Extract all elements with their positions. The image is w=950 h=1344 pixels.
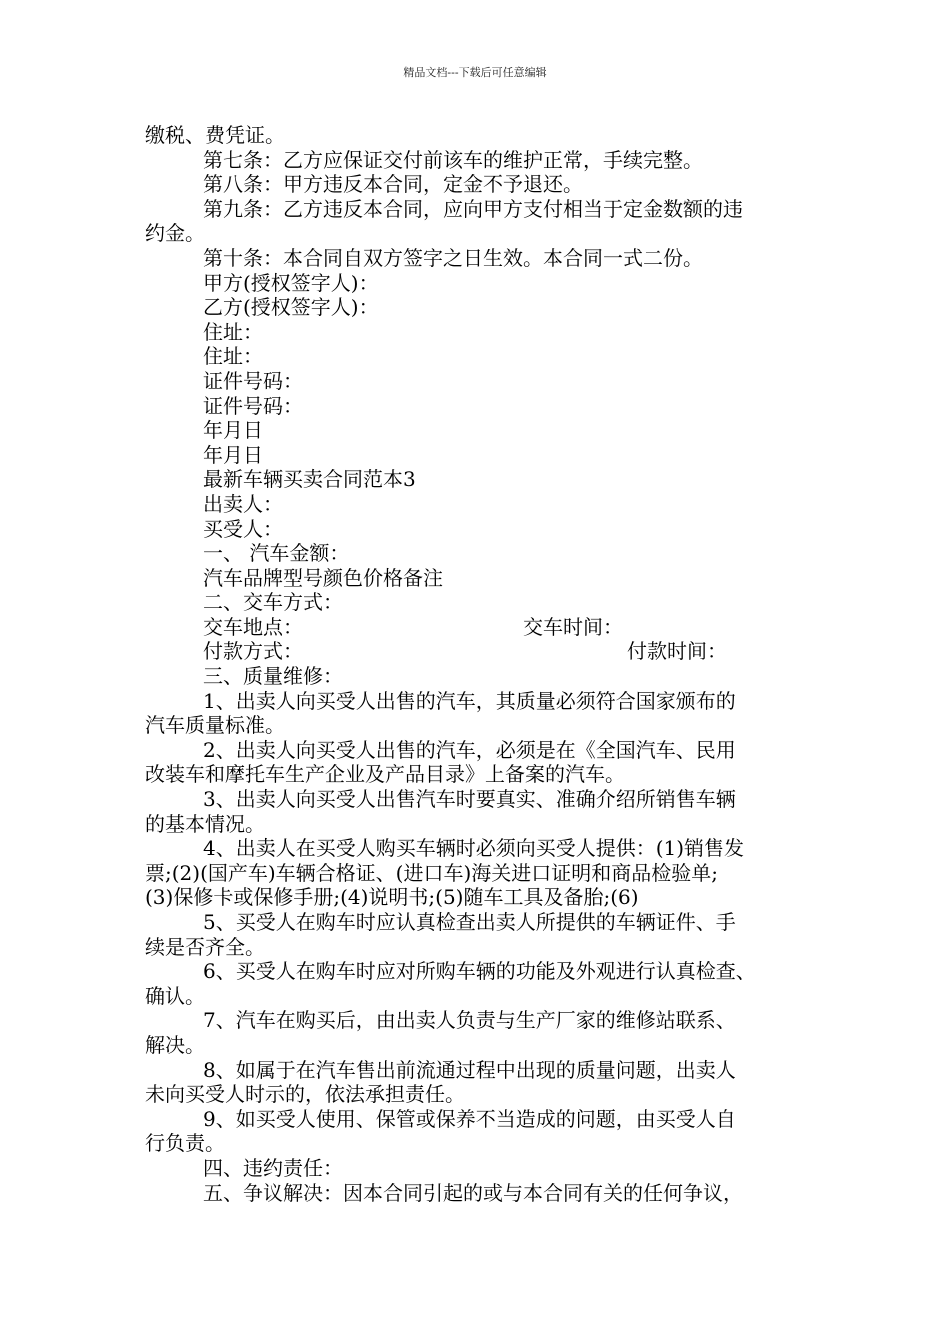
address-field: 住址： (203, 319, 263, 344)
section-heading: 二、交车方式： (203, 590, 343, 615)
text-line: 汽车品牌型号颜色价格备注 (203, 565, 443, 590)
text-line: 2、出卖人向买受人出售的汽车，必须是在《全国汽车、民用 (203, 737, 736, 762)
section-heading: 四、违约责任： (203, 1155, 343, 1180)
page-header: 精品文档---下载后可任意编辑 (403, 66, 547, 79)
party-b-signatory: 乙方(授权签字人)： (203, 295, 379, 320)
party-a-signatory: 甲方(授权签字人)： (203, 270, 379, 295)
seller-field: 出卖人： (203, 491, 283, 516)
clause-10: 第十条：本合同自双方签字之日生效。本合同一式二份。 (203, 245, 703, 270)
text-line: 的基本情况。 (145, 811, 265, 836)
text-line: 未向买受人时示的，依法承担责任。 (145, 1082, 465, 1107)
payment-method-label: 付款方式： (203, 639, 303, 664)
text-line: 3、出卖人向买受人出售汽车时要真实、准确介绍所销售车辆 (203, 787, 736, 812)
clause-9: 第九条：乙方违反本合同，应向甲方支付相当于定金数额的违 (203, 196, 743, 221)
text-line: 确认。 (145, 983, 205, 1008)
delivery-row (145, 615, 815, 640)
text-line: 7、汽车在购买后，由出卖人负责与生产厂家的维修站联系、 (203, 1008, 736, 1033)
address-field: 住址： (203, 344, 263, 369)
date-field: 年月日 (203, 442, 263, 467)
text-line: 4、出卖人在买受人购买车辆时必须向买受人提供：(1)销售发 (203, 836, 745, 861)
clause-8: 第八条：甲方违反本合同，定金不予退还。 (203, 172, 583, 197)
section-heading: 五、争议解决：因本合同引起的或与本合同有关的任何争议， (203, 1180, 743, 1205)
payment-row (145, 639, 815, 664)
text-line: 9、如买受人使用、保管或保养不当造成的问题，由买受人自 (203, 1106, 736, 1131)
payment-time-label: 付款时间： (627, 639, 727, 664)
id-number-field: 证件号码： (203, 368, 303, 393)
id-number-field: 证件号码： (203, 393, 303, 418)
document-body (145, 123, 815, 1205)
text-line: 汽车质量标准。 (145, 713, 285, 738)
text-line: 5、买受人在购车时应认真检查出卖人所提供的车辆证件、手 (203, 910, 736, 934)
text-line: 解决。 (145, 1032, 205, 1057)
text-line: (3)保修卡或保修手册;(4)说明书;(5)随车工具及备胎;(6) (145, 885, 639, 910)
text-line: 缴税、费凭证。 (145, 123, 285, 147)
delivery-time-label: 交车时间： (523, 614, 623, 639)
text-line: 票;(2)(国产车)车辆合格证、(进口车)海关进口证明和商品检验单; (145, 860, 719, 885)
text-line: 约金。 (145, 221, 205, 246)
text-line: 续是否齐全。 (145, 934, 265, 959)
text-line: 改装车和摩托车生产企业及产品目录》上备案的汽车。 (145, 762, 625, 787)
section-heading: 一、 汽车金额： (203, 541, 350, 566)
text-line: 8、如属于在汽车售出前流通过程中出现的质量问题，出卖人 (203, 1057, 736, 1082)
clause-7: 第七条：乙方应保证交付前该车的维护正常，手续完整。 (203, 147, 703, 172)
delivery-place-label: 交车地点： (203, 614, 303, 639)
section-title: 最新车辆买卖合同范本3 (203, 467, 416, 492)
date-field: 年月日 (203, 418, 263, 443)
text-line: 1、出卖人向买受人出售的汽车，其质量必须符合国家颁布的 (203, 688, 736, 713)
section-heading: 三、质量维修： (203, 664, 343, 689)
text-line: 6、买受人在购车时应对所购车辆的功能及外观进行认真检查、 (203, 959, 756, 984)
text-line: 行负责。 (145, 1131, 225, 1156)
buyer-field: 买受人： (203, 516, 283, 541)
